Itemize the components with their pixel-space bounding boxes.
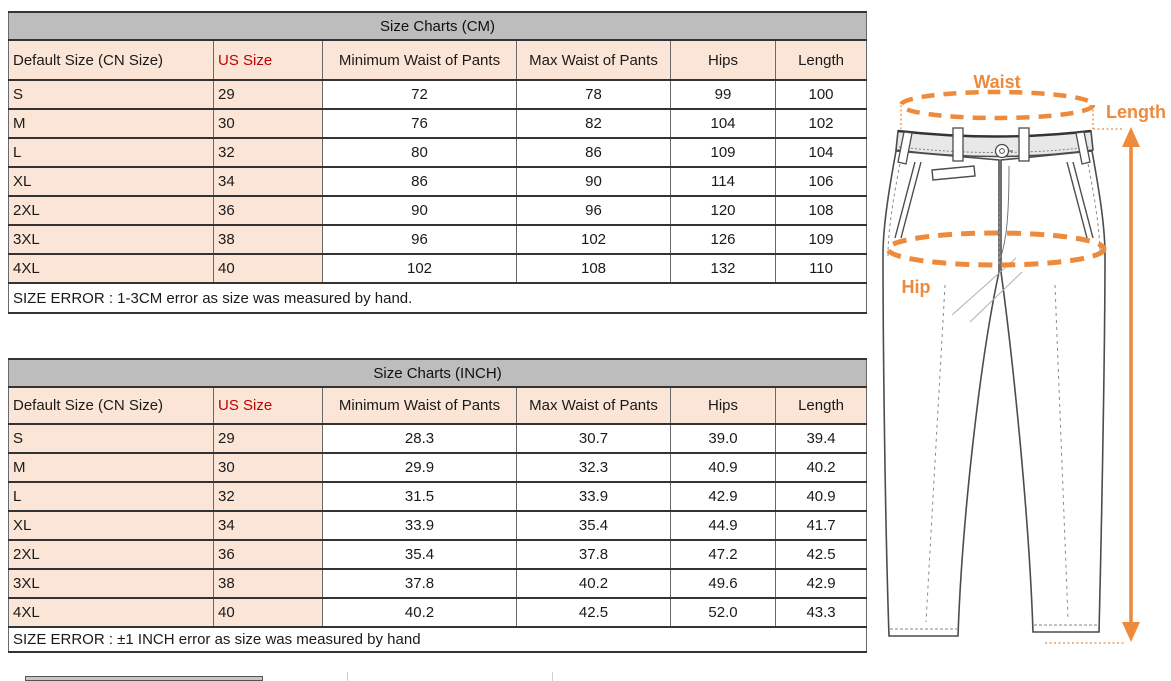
table-cell: 41.7 [776,511,867,540]
table-cell: 40.2 [776,453,867,482]
inch-size-error-note: SIZE ERROR : ±1 INCH error as size was measured by hand [9,627,867,652]
table-cell: 102 [517,225,671,254]
inch-title-row [9,359,867,387]
col-header-us-size: US Size [214,40,323,80]
table-cell: 30 [214,453,323,482]
table-cell: 40 [214,254,323,283]
table-cell: 40.9 [776,482,867,511]
table-cell: 104 [776,138,867,167]
table-row [9,225,867,254]
cropped-row-fragment [25,676,263,681]
table-cell: 42.9 [776,569,867,598]
table-cell: 90 [517,167,671,196]
table-cell: 99 [671,80,776,109]
col-header-max-waist: Max Waist of Pants [517,387,671,424]
table-row [9,109,867,138]
table-cell: 29 [214,424,323,453]
table-cell: 30 [214,109,323,138]
table-row [9,167,867,196]
table-cell: 90 [323,196,517,225]
table-row [9,598,867,627]
table-cell: 3XL [9,225,214,254]
table-cell: 38 [214,569,323,598]
inch-footer-row [9,627,867,652]
col-header-length: Length [776,387,867,424]
table-cell: 78 [517,80,671,109]
table-cell: 42.5 [776,540,867,569]
table-cell: 35.4 [323,540,517,569]
cm-footer-row [9,283,867,313]
table-cell: 108 [517,254,671,283]
table-cell: 40.2 [517,569,671,598]
table-cell: 102 [323,254,517,283]
inch-table [8,358,867,653]
col-header-default-size: Default Size (CN Size) [9,40,214,80]
hip-label: Hip [901,277,931,297]
cm-table-title: Size Charts (CM) [9,12,867,40]
table-cell: 3XL [9,569,214,598]
table-cell: 42.5 [517,598,671,627]
table-cell: 110 [776,254,867,283]
table-cell: 76 [323,109,517,138]
table-cell: 34 [214,511,323,540]
length-arrowhead-up [1122,127,1140,147]
table-cell: S [9,80,214,109]
table-cell: 37.8 [517,540,671,569]
table-cell: 33.9 [323,511,517,540]
table-cell: 47.2 [671,540,776,569]
table-cell: 52.0 [671,598,776,627]
table-cell: 43.3 [776,598,867,627]
cm-table-body [9,80,867,283]
inch-table-body [9,424,867,627]
table-cell: 30.7 [517,424,671,453]
table-cell: 109 [776,225,867,254]
inch-header-row [9,387,867,424]
table-cell: 86 [323,167,517,196]
table-row [9,196,867,225]
table-cell: 36 [214,540,323,569]
col-header-max-waist: Max Waist of Pants [517,40,671,80]
table-cell: 35.4 [517,511,671,540]
table-row [9,569,867,598]
table-cell: 44.9 [671,511,776,540]
waist-label: Waist [973,72,1021,92]
table-cell: L [9,138,214,167]
table-cell: 132 [671,254,776,283]
table-cell: 2XL [9,196,214,225]
table-row [9,511,867,540]
table-cell: 108 [776,196,867,225]
table-cell: 33.9 [517,482,671,511]
table-cell: 38 [214,225,323,254]
table-cell: 29.9 [323,453,517,482]
table-cell: 72 [323,80,517,109]
length-label: Length [1106,102,1166,122]
cm-title-row [9,12,867,40]
col-header-min-waist: Minimum Waist of Pants [323,387,517,424]
table-cell: 109 [671,138,776,167]
table-row [9,138,867,167]
table-cell: 36 [214,196,323,225]
table-cell: 100 [776,80,867,109]
table-cell: 42.9 [671,482,776,511]
length-arrowhead-down [1122,622,1140,642]
table-cell: 80 [323,138,517,167]
table-cell: M [9,453,214,482]
cm-header-row [9,40,867,80]
size-chart-cm [8,11,866,314]
table-cell: L [9,482,214,511]
table-cell: 32 [214,138,323,167]
table-cell: 126 [671,225,776,254]
table-row [9,80,867,109]
size-chart-inch [8,358,866,653]
table-cell: 104 [671,109,776,138]
col-header-hips: Hips [671,40,776,80]
table-cell: 49.6 [671,569,776,598]
table-cell: 37.8 [323,569,517,598]
table-cell: 82 [517,109,671,138]
table-cell: 28.3 [323,424,517,453]
table-row [9,482,867,511]
table-cell: 102 [776,109,867,138]
table-cell: 34 [214,167,323,196]
table-cell: 4XL [9,598,214,627]
table-cell: S [9,424,214,453]
cm-size-error-note: SIZE ERROR : 1-3CM error as size was measured by hand. [9,283,867,313]
col-header-hips: Hips [671,387,776,424]
table-cell: 120 [671,196,776,225]
col-header-us-size: US Size [214,387,323,424]
col-header-min-waist: Minimum Waist of Pants [323,40,517,80]
table-cell: 39.0 [671,424,776,453]
table-cell: 29 [214,80,323,109]
col-header-length: Length [776,40,867,80]
table-row [9,540,867,569]
table-cell: 40.2 [323,598,517,627]
table-row [9,453,867,482]
table-cell: 32.3 [517,453,671,482]
table-cell: M [9,109,214,138]
table-row [9,424,867,453]
table-cell: 86 [517,138,671,167]
table-row [9,254,867,283]
table-cell: XL [9,167,214,196]
table-cell: 4XL [9,254,214,283]
table-cell: 39.4 [776,424,867,453]
cm-table [8,11,867,314]
gridline-fragment [347,672,348,681]
gridline-fragment [552,672,553,681]
table-cell: 2XL [9,540,214,569]
table-cell: 114 [671,167,776,196]
table-cell: 32 [214,482,323,511]
pants-measurement-diagram [872,55,1171,655]
table-cell: 106 [776,167,867,196]
inch-table-title: Size Charts (INCH) [9,359,867,387]
table-cell: 96 [517,196,671,225]
table-cell: 96 [323,225,517,254]
pants-drawing [883,151,1105,636]
table-cell: 40 [214,598,323,627]
table-cell: 40.9 [671,453,776,482]
table-cell: 31.5 [323,482,517,511]
waist-ellipse [901,92,1093,118]
table-cell: XL [9,511,214,540]
col-header-default-size: Default Size (CN Size) [9,387,214,424]
